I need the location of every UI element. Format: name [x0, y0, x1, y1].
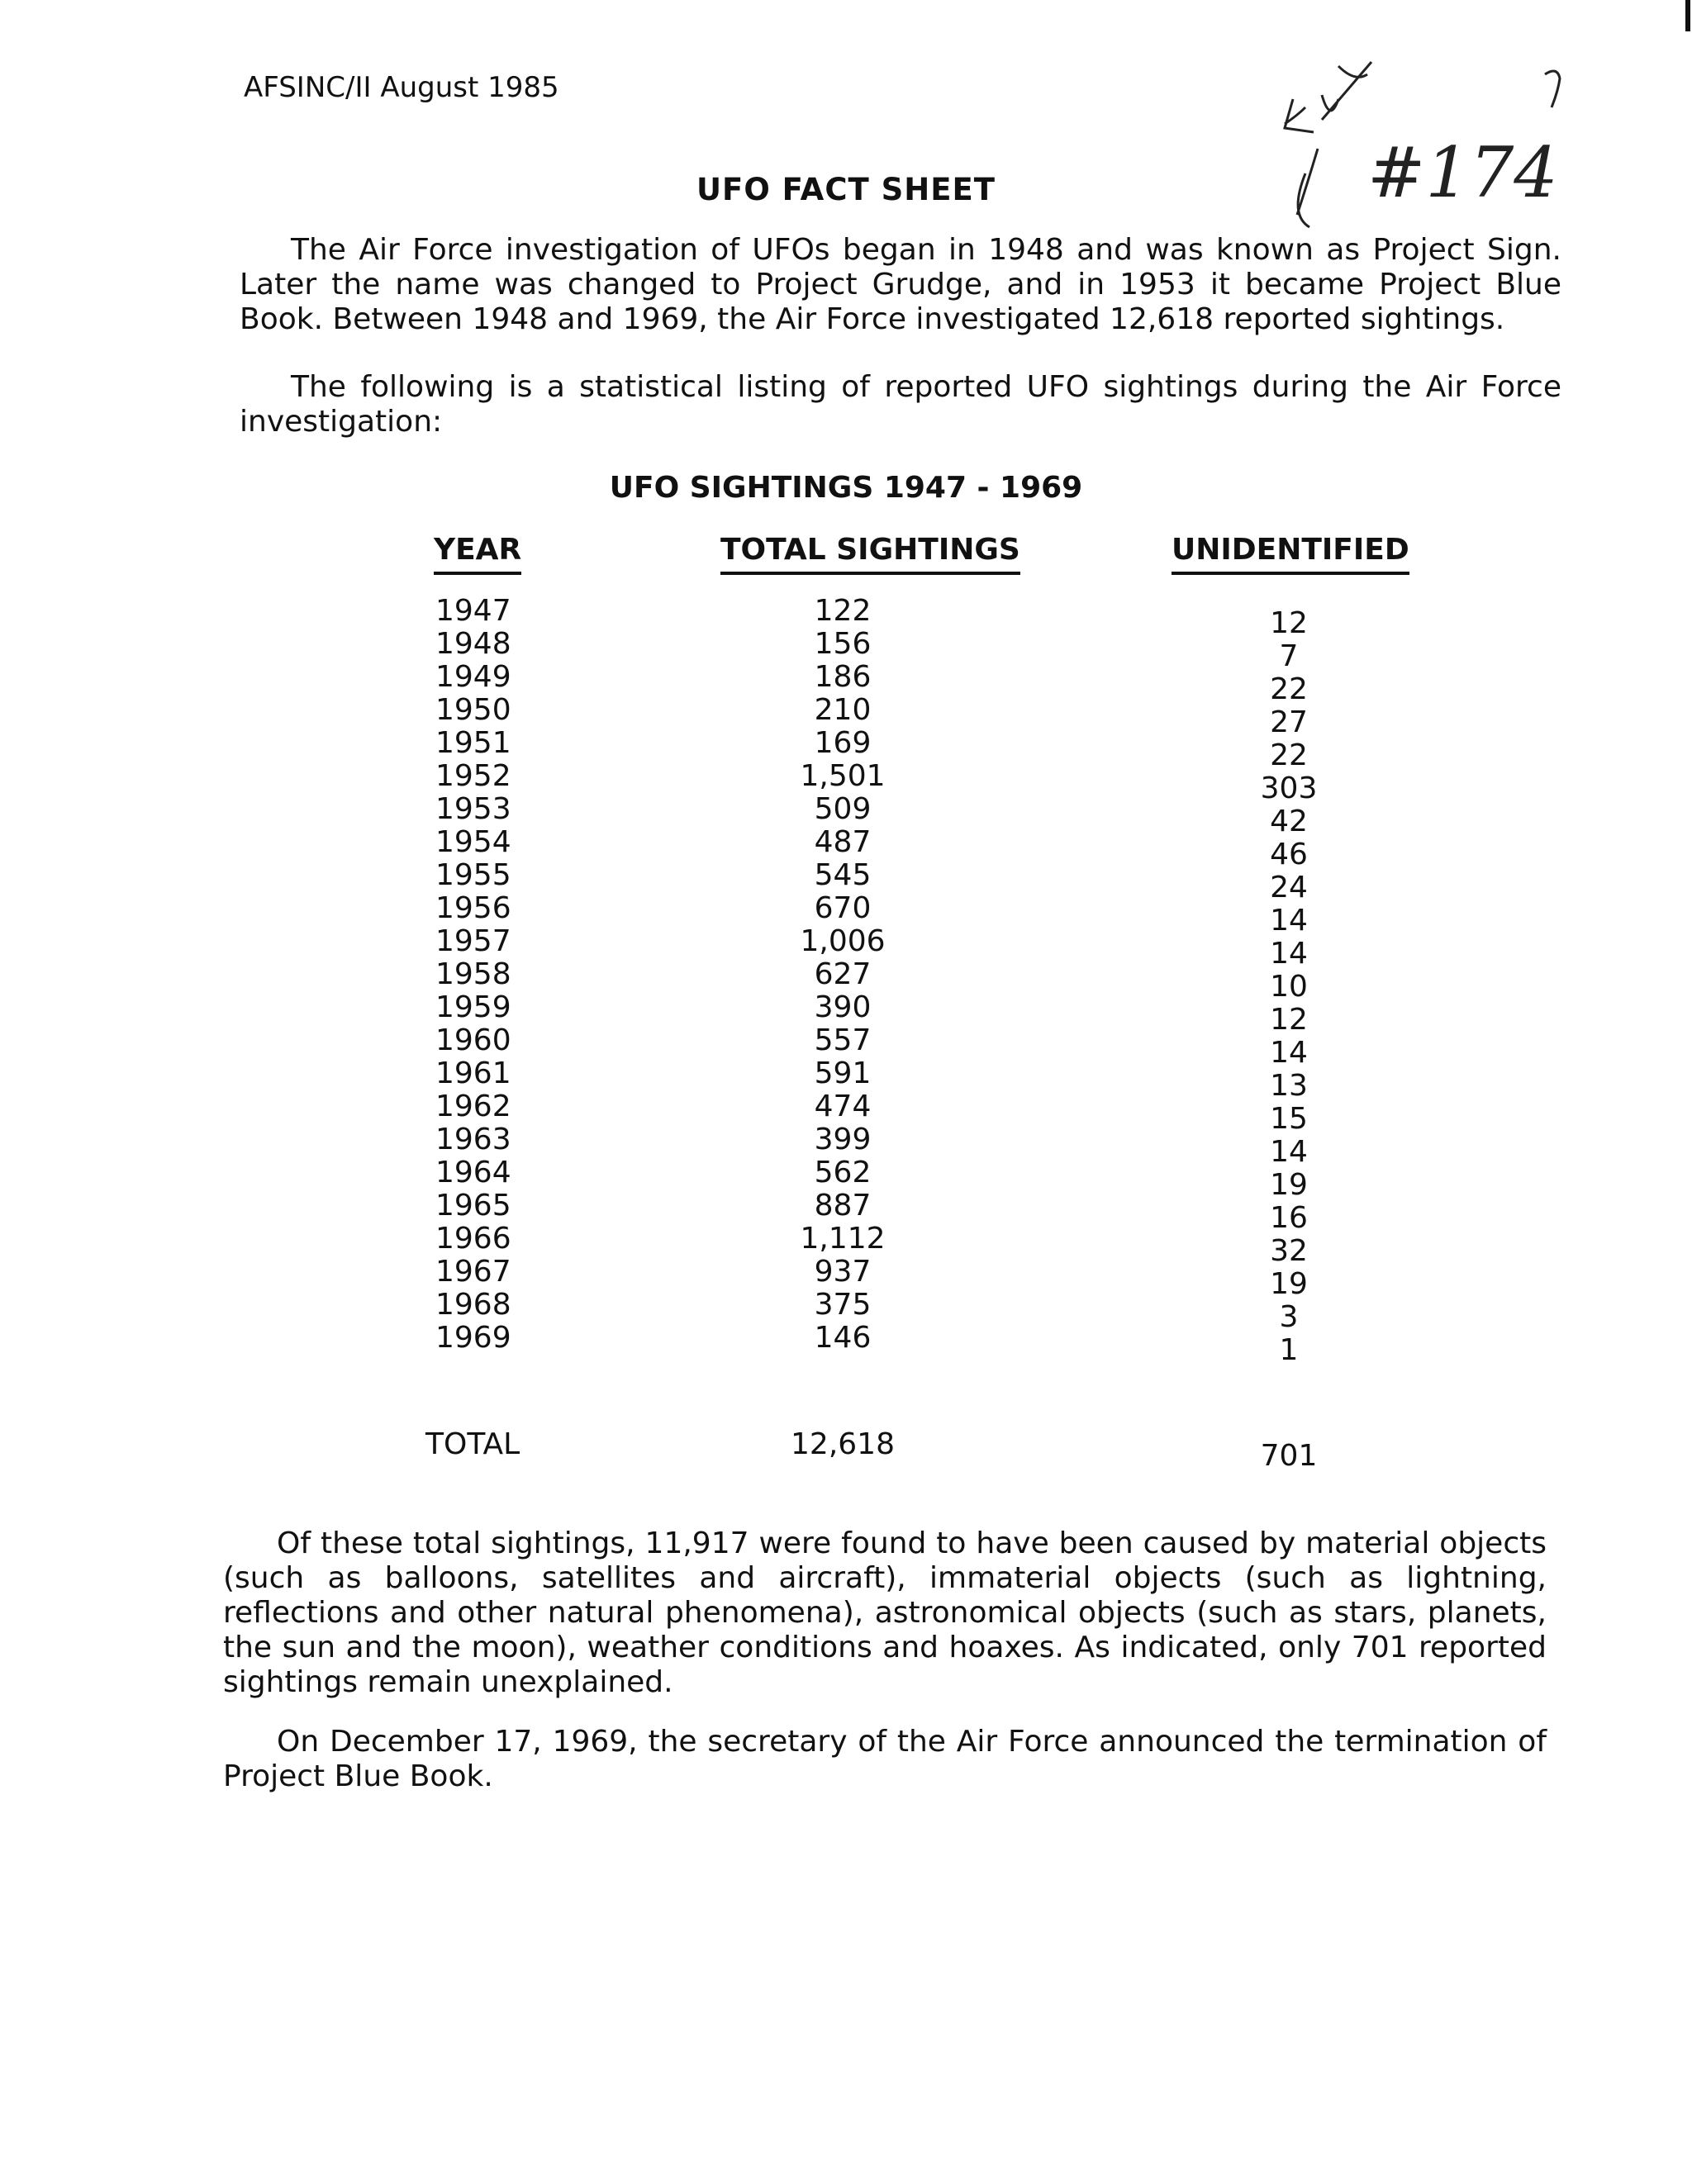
- year-cell: 1968: [435, 1288, 511, 1322]
- margin-mark: [1685, 0, 1690, 31]
- total-sightings-cell: 937: [814, 1255, 872, 1289]
- year-cell: 1964: [435, 1156, 511, 1189]
- unidentified-cell: 46: [1270, 838, 1308, 871]
- year-cell: 1952: [435, 759, 511, 793]
- unidentified-cell: 303: [1260, 772, 1318, 805]
- total-sightings-cell: 1,112: [800, 1222, 886, 1256]
- total-sightings-cell: 1,006: [800, 924, 886, 958]
- year-cell: 1954: [435, 825, 511, 859]
- handwritten-initials: [1314, 41, 1315, 42]
- handwritten-number: #174: [1367, 132, 1558, 213]
- unidentified-cell: 12: [1270, 1003, 1308, 1037]
- year-cell: 1958: [435, 957, 511, 991]
- year-cell: 1956: [435, 891, 511, 925]
- termination-paragraph: On December 17, 1969, the secretary of the Air Force announced the termination of Project Blue Book.: [223, 1725, 1547, 1793]
- year-cell: 1955: [435, 858, 511, 892]
- total-sightings-cell: 545: [814, 858, 872, 892]
- total-sightings-cell: 562: [814, 1156, 872, 1189]
- total-sightings-cell: 474: [814, 1090, 872, 1123]
- year-cell: 1969: [435, 1321, 511, 1355]
- unidentified-cell: 14: [1270, 937, 1308, 971]
- intro-paragraph: The Air Force investigation of UFOs began in 1948 and was known as Project Sign. Later the name was changed to Project Grudge, and in 1953 it became Project Blue Book. Between 1948 and 1969, the Air Force investigated 12,618 reported sightings.: [240, 233, 1561, 336]
- unidentified-cell: 42: [1270, 805, 1308, 838]
- total-sightings-cell: 1,501: [800, 759, 886, 793]
- year-column: [435, 595, 535, 1355]
- unidentified-cell: 1: [1279, 1333, 1299, 1367]
- total-sightings-cell: 156: [814, 627, 872, 661]
- total-sightings-sum: 12,618: [791, 1427, 895, 1461]
- unidentified-cell: 14: [1270, 904, 1308, 938]
- year-cell: 1957: [435, 924, 511, 958]
- total-sightings-cell: 375: [814, 1288, 872, 1322]
- year-cell: 1962: [435, 1090, 511, 1123]
- year-cell: 1949: [435, 660, 511, 694]
- year-cell: 1953: [435, 792, 511, 826]
- total-sightings-cell: 627: [814, 957, 872, 991]
- total-sightings-cell: 390: [814, 990, 872, 1024]
- year-cell: 1950: [435, 693, 511, 727]
- total-sightings-cell: 557: [814, 1023, 872, 1057]
- unidentified-cell: 7: [1279, 639, 1299, 673]
- unidentified-cell: 22: [1270, 672, 1308, 706]
- total-sightings-cell: 186: [814, 660, 872, 694]
- explanation-paragraph: Of these total sightings, 11,917 were found to have been caused by material objects (such as balloons, satellites and aircraft), immaterial objects (such as lightning, reflections and other natural phenomena), astronomical objects (such as stars, planets, the sun and the moon), weather conditions and hoaxes. As indicated, only 701 reported sightings remain unexplained.: [223, 1526, 1547, 1699]
- unidentified-cell: 14: [1270, 1036, 1308, 1070]
- year-cell: 1967: [435, 1255, 511, 1289]
- total-sightings-cell: 509: [814, 792, 872, 826]
- unidentified-column: [1206, 607, 1371, 1367]
- year-cell: 1959: [435, 990, 511, 1024]
- year-cell: 1948: [435, 627, 511, 661]
- year-cell: 1947: [435, 594, 511, 628]
- handwritten-annotation: [1272, 50, 1586, 240]
- total-unidentified-sum: 701: [1260, 1439, 1318, 1473]
- unidentified-cell: 24: [1270, 871, 1308, 904]
- year-cell: 1961: [435, 1056, 511, 1090]
- unidentified-cell: 19: [1270, 1168, 1308, 1202]
- lead-in-paragraph: The following is a statistical listing of reported UFO sightings during the Air Force investigation:: [240, 370, 1561, 439]
- unidentified-cell: 22: [1270, 738, 1308, 772]
- total-sightings-cell: 399: [814, 1123, 872, 1156]
- year-cell: 1951: [435, 726, 511, 760]
- year-cell: 1966: [435, 1222, 511, 1256]
- total-sightings-cell: 146: [814, 1321, 872, 1355]
- unidentified-cell: 16: [1270, 1201, 1308, 1235]
- total-sightings-cell: 591: [814, 1056, 872, 1090]
- page-title: UFO FACT SHEET: [696, 172, 996, 207]
- unidentified-cell: 32: [1270, 1234, 1308, 1268]
- column-header-unidentified: UNIDENTIFIED: [1172, 533, 1409, 575]
- total-sightings-cell: 122: [814, 594, 872, 628]
- column-header-year: YEAR: [434, 533, 521, 575]
- year-cell: 1965: [435, 1189, 511, 1223]
- total-sightings-cell: 169: [814, 726, 872, 760]
- unidentified-cell: 12: [1270, 606, 1308, 640]
- column-header-total-sightings: TOTAL SIGHTINGS: [720, 533, 1020, 575]
- unidentified-cell: 14: [1270, 1135, 1308, 1169]
- total-sightings-cell: 487: [814, 825, 872, 859]
- year-cell: 1960: [435, 1023, 511, 1057]
- unidentified-cell: 3: [1279, 1300, 1299, 1334]
- unidentified-cell: 27: [1270, 705, 1308, 739]
- unidentified-cell: 10: [1270, 970, 1308, 1004]
- table-title: UFO SIGHTINGS 1947 - 1969: [609, 471, 1083, 505]
- unidentified-cell: 15: [1270, 1102, 1308, 1136]
- total-label: TOTAL: [425, 1427, 520, 1461]
- unidentified-cell: 19: [1270, 1267, 1308, 1301]
- total-sightings-cell: 210: [814, 693, 872, 727]
- unidentified-cell: 13: [1270, 1069, 1308, 1103]
- total-sightings-cell: 670: [814, 891, 872, 925]
- year-cell: 1963: [435, 1123, 511, 1156]
- total-sightings-column: [760, 595, 925, 1355]
- total-sightings-cell: 887: [814, 1189, 872, 1223]
- document-reference: AFSINC/II August 1985: [244, 71, 559, 104]
